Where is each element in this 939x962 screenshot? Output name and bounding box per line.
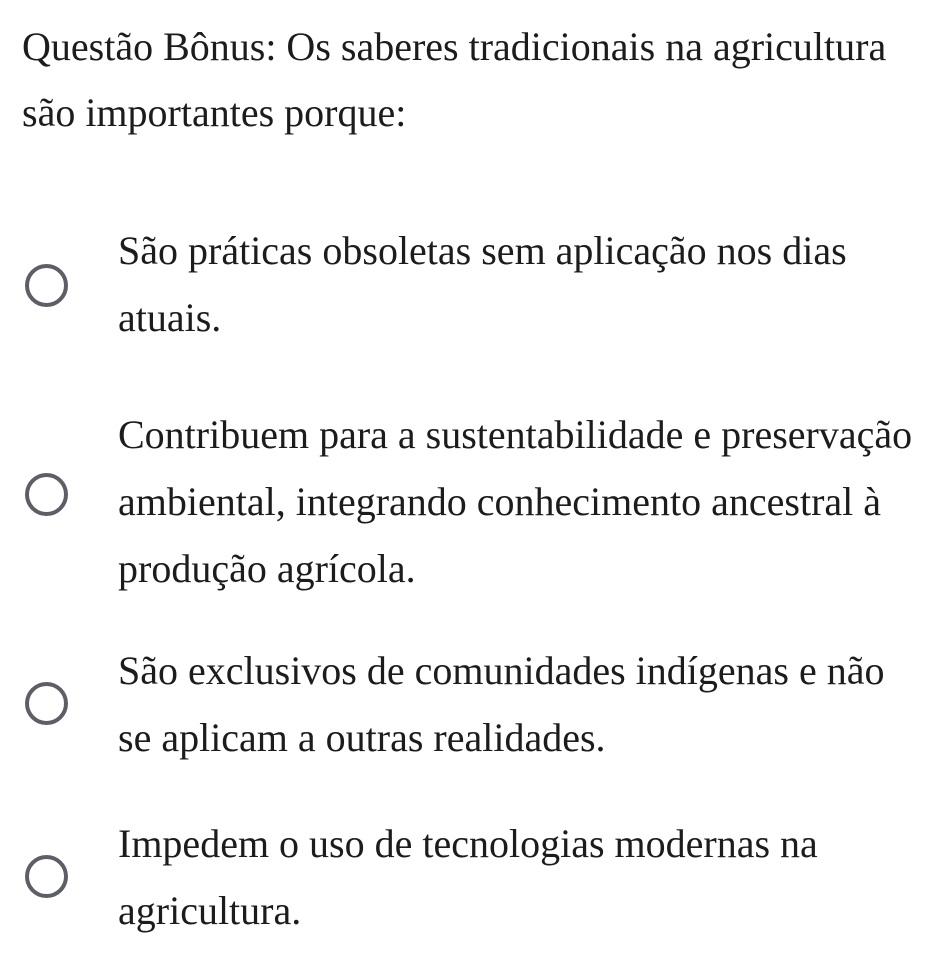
radio-button-icon[interactable]: [25, 473, 68, 516]
answer-option-label: Impedem o uso de tecnologias modernas na agricultura.: [118, 821, 818, 933]
radio-button-icon[interactable]: [25, 855, 68, 898]
radio-button-icon[interactable]: [25, 264, 68, 307]
answer-option-4[interactable]: [0, 810, 939, 944]
answer-option-3[interactable]: [0, 637, 939, 771]
answer-option-label: São práticas obsoletas sem aplicação nos dias atuais.: [118, 228, 847, 340]
answer-option-1[interactable]: [0, 217, 939, 351]
radio-button-icon[interactable]: [25, 682, 68, 725]
question-text: Questão Bônus: Os saberes tradicionais na agricultura são importantes porque:: [22, 24, 887, 135]
answer-option-label: São exclusivos de comunidades indígenas e não se aplicam a outras realidades.: [118, 648, 885, 760]
answer-option-2[interactable]: [0, 401, 939, 602]
answer-option-label: Contribuem para a sustentabilidade e preservação ambiental, integrando conhecimento ancestral à produção agrícola.: [118, 412, 913, 591]
